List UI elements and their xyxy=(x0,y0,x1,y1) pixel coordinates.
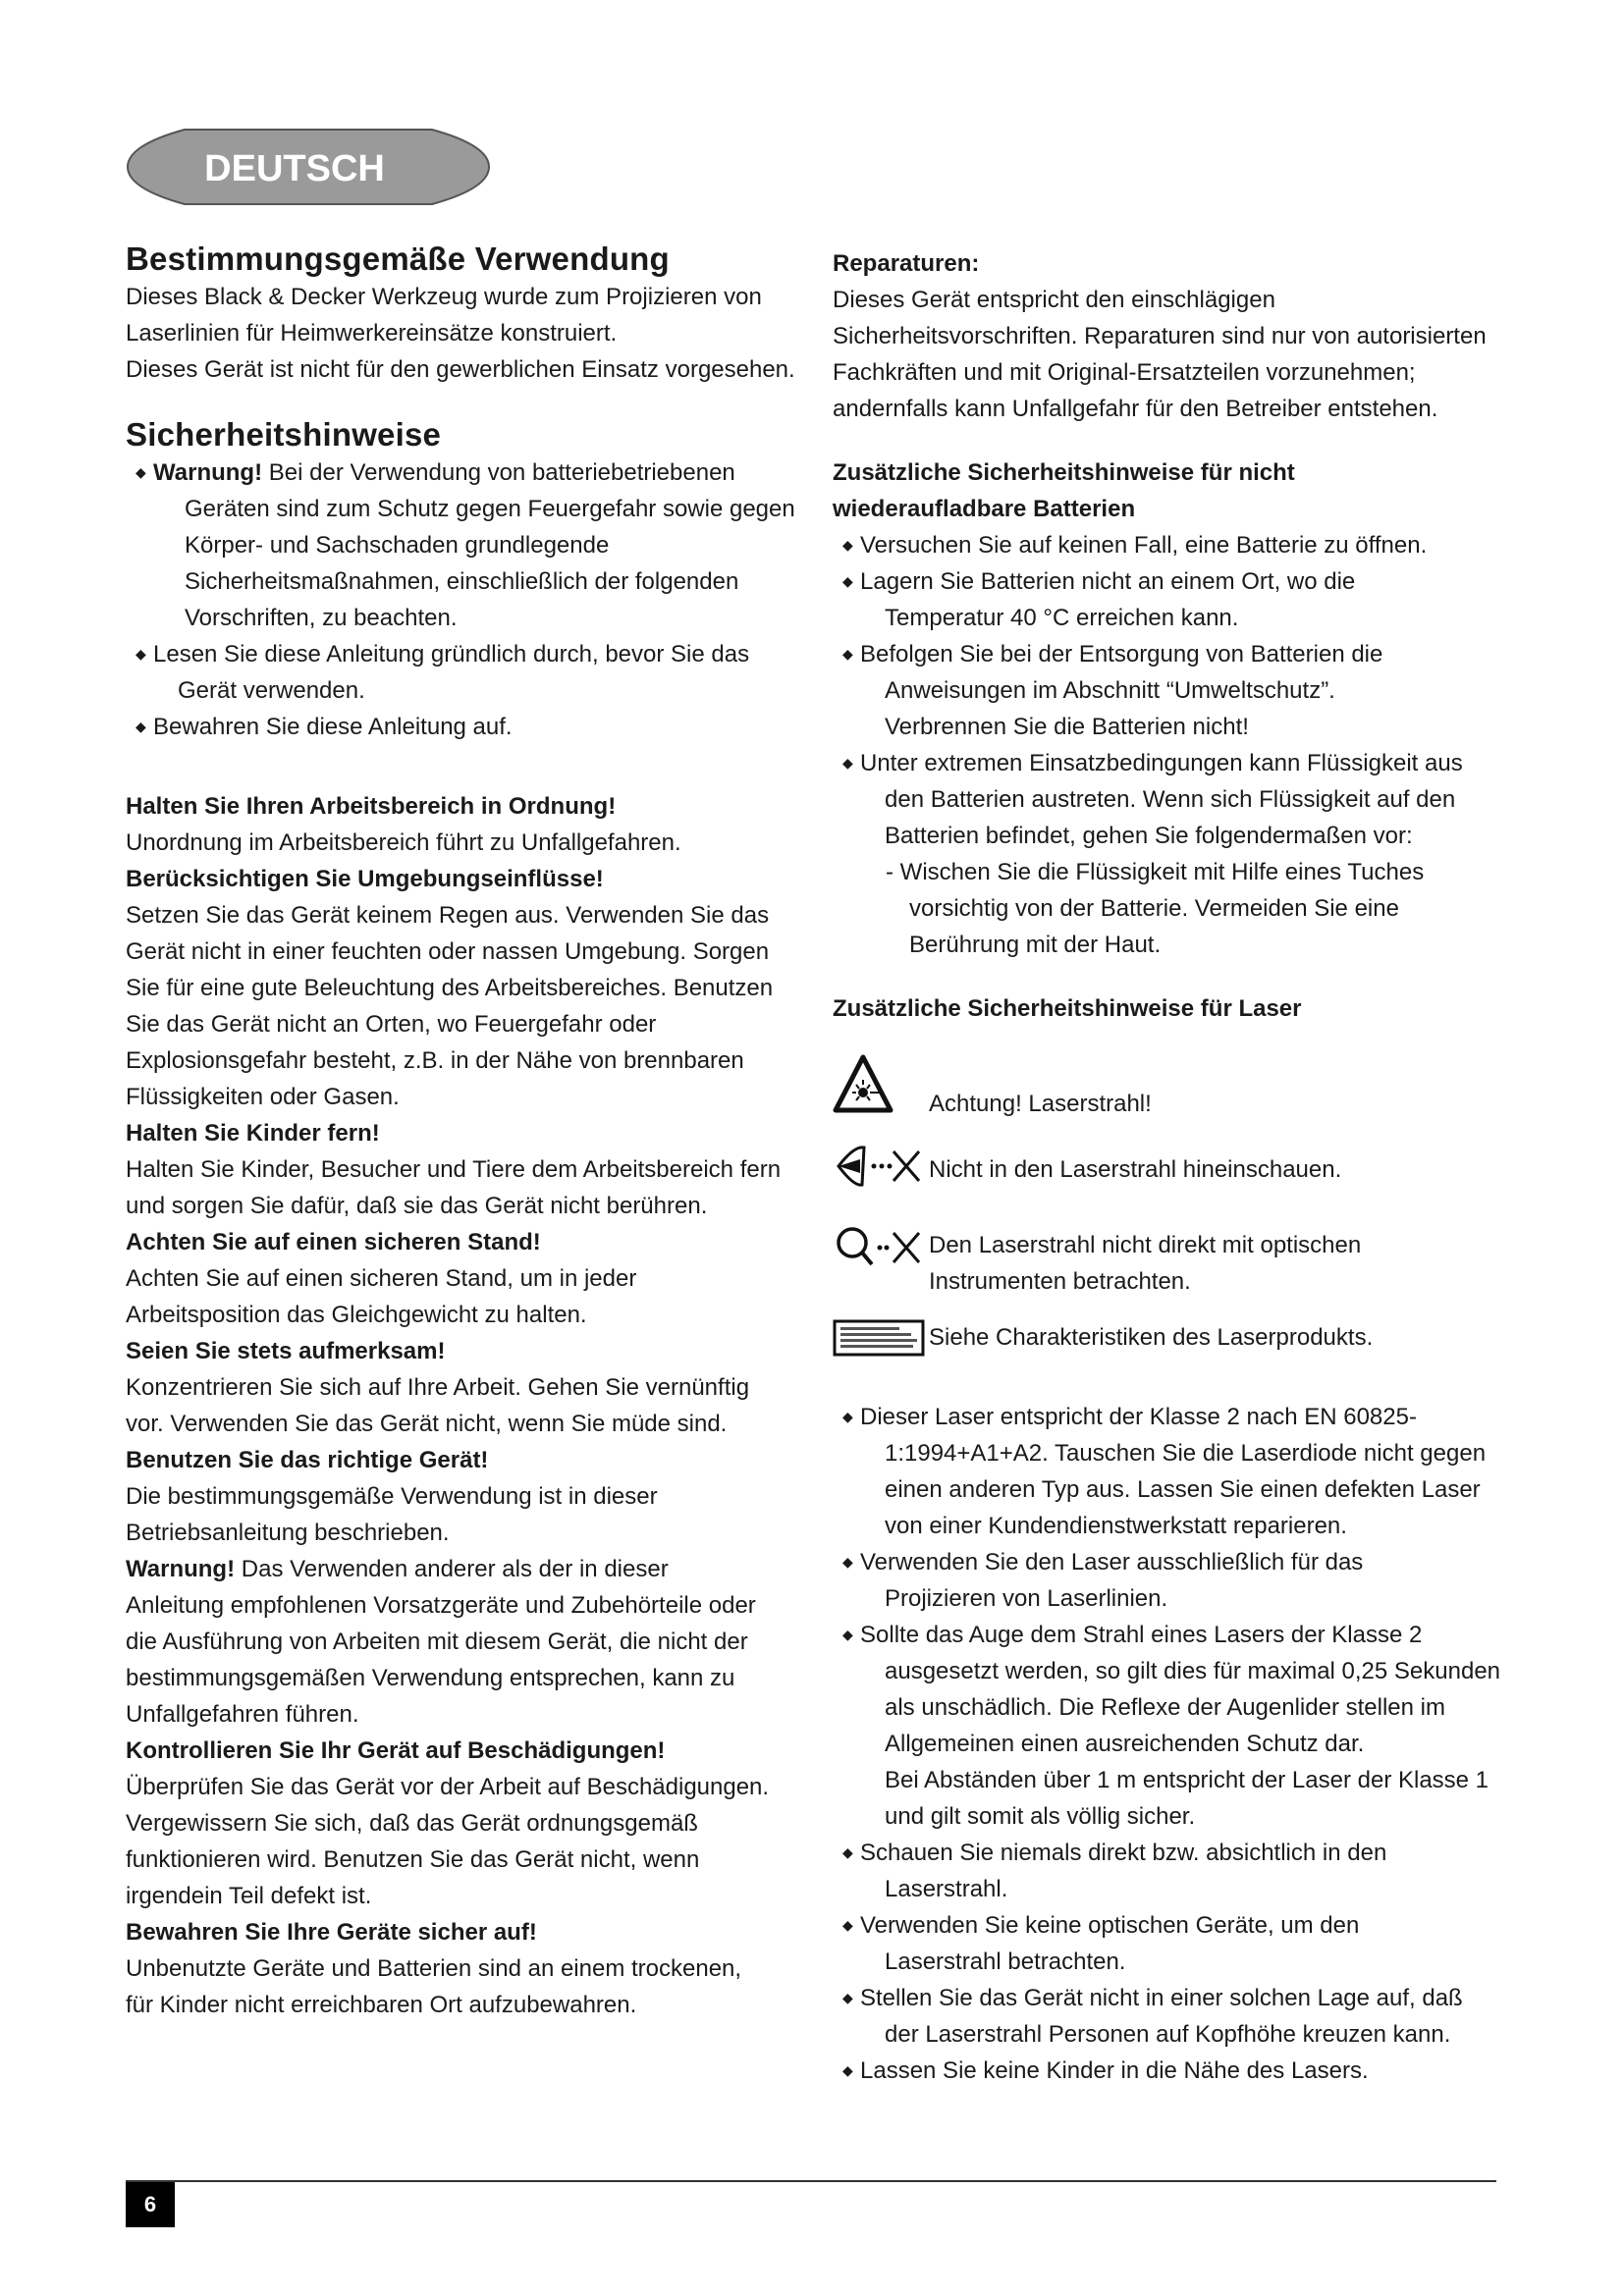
rule-text: und sorgen Sie dafür, daß sie das Gerät nicht berühren. xyxy=(126,1193,708,1219)
rule-heading: Halten Sie Ihren Arbeitsbereich in Ordnung! xyxy=(126,793,617,820)
rule-heading: Halten Sie Kinder fern! xyxy=(126,1120,380,1147)
laser-icon-row xyxy=(833,1140,1510,1203)
bullet-text: 1:1994+A1+A2. Tauschen Sie die Laserdiode nicht gegen xyxy=(885,1440,1487,1467)
icon-caption: Nicht in den Laserstrahl hineinschauen. xyxy=(929,1156,1342,1183)
rule-heading: Benutzen Sie das richtige Gerät! xyxy=(126,1447,489,1473)
laser-bullet xyxy=(839,1907,1510,1980)
icon-caption: Den Laserstrahl nicht direkt mit optischen xyxy=(929,1232,1362,1258)
rule-text: bestimmungsgemäßen Verwendung entsprechen, kann zu xyxy=(126,1665,735,1691)
bullet-text: den Batterien austreten. Wenn sich Flüssigkeit auf den xyxy=(885,786,1456,813)
repairs-text: Fachkräften und mit Original-Ersatzteilen vorzunehmen; xyxy=(833,359,1416,386)
bullet-text: Lassen Sie keine Kinder in die Nähe des Lasers. xyxy=(860,2057,1369,2084)
bullet-text: Versuchen Sie auf keinen Fall, eine Batterie zu öffnen. xyxy=(860,532,1428,559)
repairs-text: Sicherheitsvorschriften. Reparaturen sind nur von autorisierten xyxy=(833,323,1487,349)
battery-bullet xyxy=(839,527,1510,563)
bullet-text: Lesen Sie diese Anleitung gründlich durch, bevor Sie das xyxy=(153,641,750,667)
bullet-text: Stellen Sie das Gerät nicht in einer solchen Lage auf, daß xyxy=(860,1985,1463,2011)
bullet-text: Vorschriften, zu beachten. xyxy=(185,605,458,631)
rule-heading: Achten Sie auf einen sicheren Stand! xyxy=(126,1229,541,1255)
language-badge-label: DEUTSCH xyxy=(204,148,385,189)
bullet-diamond-icon: ◆ xyxy=(135,464,146,480)
icon-caption: Instrumenten betrachten. xyxy=(929,1268,1191,1295)
rule-text: Anleitung empfohlenen Vorsatzgeräte und Zubehörteile oder xyxy=(126,1592,756,1619)
bullet-diamond-icon: ◆ xyxy=(842,1627,853,1642)
rule-text: die Ausführung von Arbeiten mit diesem Gerät, die nicht der xyxy=(126,1629,748,1655)
rule-text: Achten Sie auf einen sicheren Stand, um in jeder xyxy=(126,1265,637,1292)
rule-text: für Kinder nicht erreichbaren Ort aufzubewahren. xyxy=(126,1992,637,2018)
rule-text: Gerät nicht in einer feuchten oder nassen Umgebung. Sorgen xyxy=(126,938,770,965)
bullet-text: und gilt somit als völlig sicher. xyxy=(885,1803,1196,1830)
rule-text: Halten Sie Kinder, Besucher und Tiere dem Arbeitsbereich fern xyxy=(126,1156,782,1183)
bullet-text: Bewahren Sie diese Anleitung auf. xyxy=(153,714,513,740)
bullet-text: Dieser Laser entspricht der Klasse 2 nach EN 60825- xyxy=(860,1404,1417,1430)
bullet-text: Geräten sind zum Schutz gegen Feuergefahr sowie gegen xyxy=(185,496,795,522)
bullet-text: Sicherheitsmaßnahmen, einschließlich der folgenden xyxy=(185,568,739,595)
intended-use-line: Laserlinien für Heimwerkereinsätze konstruiert. xyxy=(126,320,618,347)
bullet-text: Batterien befindet, gehen Sie folgendermaßen vor: xyxy=(885,823,1413,849)
bullet-text: ausgesetzt werden, so gilt dies für maximal 0,25 Sekunden xyxy=(885,1658,1501,1684)
bullet-text: Gerät verwenden. xyxy=(178,677,365,704)
bullet-diamond-icon: ◆ xyxy=(842,1844,853,1860)
battery-bullet xyxy=(839,563,1510,636)
rule-text: Setzen Sie das Gerät keinem Regen aus. Verwenden Sie das xyxy=(126,902,770,929)
bullet-diamond-icon: ◆ xyxy=(842,1917,853,1933)
bullet-text: von einer Kundendienstwerkstatt reparieren. xyxy=(885,1513,1347,1539)
rule-text: Unbenutzte Geräte und Batterien sind an einem trockenen, xyxy=(126,1955,742,1982)
safety-bullet xyxy=(132,636,803,709)
safety-bullet xyxy=(132,454,803,636)
rule-text: Die bestimmungsgemäße Verwendung ist in dieser xyxy=(126,1483,658,1510)
rule-text: Explosionsgefahr besteht, z.B. in der Nähe von brennbaren xyxy=(126,1047,744,1074)
rule-text: funktionieren wird. Benutzen Sie das Gerät nicht, wenn xyxy=(126,1846,700,1873)
laser-bullet xyxy=(839,1544,1510,1617)
bullet-text: Befolgen Sie bei der Entsorgung von Batterien die xyxy=(860,641,1383,667)
bullet-diamond-icon: ◆ xyxy=(842,755,853,771)
rule-text: Flüssigkeiten oder Gasen. xyxy=(126,1084,400,1110)
footer-rule xyxy=(126,2180,1496,2182)
bullet-text: der Laserstrahl Personen auf Kopfhöhe kreuzen kann. xyxy=(885,2021,1451,2048)
safety-bullet xyxy=(132,709,803,745)
bullet-text: Anweisungen im Abschnitt “Umweltschutz”. xyxy=(885,677,1335,704)
rule-text: vor. Verwenden Sie das Gerät nicht, wenn Sie müde sind. xyxy=(126,1411,728,1437)
laser-bullet xyxy=(839,1835,1510,1907)
bullet-text: Bei Abständen über 1 m entspricht der Laser der Klasse 1 xyxy=(885,1767,1489,1793)
bullet-diamond-icon: ◆ xyxy=(842,1409,853,1424)
bullet-text: Allgemeinen einen ausreichenden Schutz dar. xyxy=(885,1731,1365,1757)
safety-title: Sicherheitshinweise xyxy=(126,416,442,453)
no-optical-instrument-icon xyxy=(833,1221,929,1274)
bullet-text: Verbrennen Sie die Batterien nicht! xyxy=(885,714,1249,740)
bullet-text: Laserstrahl. xyxy=(885,1876,1008,1902)
rule-text: Das Verwenden anderer als der in dieser xyxy=(235,1556,669,1582)
battery-bullet xyxy=(839,636,1510,745)
bullet-text: Körper- und Sachschaden grundlegende xyxy=(185,532,610,559)
rule-text: Unordnung im Arbeitsbereich führt zu Unfallgefahren. xyxy=(126,829,681,856)
bullet-text: Schauen Sie niemals direkt bzw. absichtlich in den xyxy=(860,1840,1387,1866)
bullet-diamond-icon: ◆ xyxy=(135,719,146,734)
rule-text: Betriebsanleitung beschrieben. xyxy=(126,1520,450,1546)
repairs-heading: Reparaturen: xyxy=(833,250,980,277)
left-column xyxy=(126,240,803,2023)
laser-bullet xyxy=(839,1399,1510,1544)
bullet-text: Laserstrahl betrachten. xyxy=(885,1949,1126,1975)
rule-text: Sie für eine gute Beleuchtung des Arbeitsbereiches. Benutzen xyxy=(126,975,774,1001)
rule-text xyxy=(126,1551,803,1587)
no-eye-look-icon xyxy=(833,1140,929,1193)
rule-text: Vergewissern Sie sich, daß das Gerät ordnungsgemäß xyxy=(126,1810,698,1837)
bullet-diamond-icon: ◆ xyxy=(842,646,853,662)
rule-heading: Bewahren Sie Ihre Geräte sicher auf! xyxy=(126,1919,537,1946)
batteries-heading: wiederaufladbare Batterien xyxy=(833,496,1136,522)
laser-icon-row xyxy=(833,1221,1510,1300)
repairs-text: Dieses Gerät entspricht den einschlägigen xyxy=(833,287,1275,313)
bullet-text: Projizieren von Laserlinien. xyxy=(885,1585,1168,1612)
laser-icon-row xyxy=(833,1317,1510,1371)
laser-heading: Zusätzliche Sicherheitshinweise für Laser xyxy=(833,995,1302,1022)
intended-use-title: Bestimmungsgemäße Verwendung xyxy=(126,240,670,277)
warning-label: Warnung! xyxy=(153,459,263,486)
laser-warning-icon xyxy=(833,1054,893,1115)
laser-product-label-icon xyxy=(833,1317,927,1361)
bullet-text: einen anderen Typ aus. Lassen Sie einen defekten Laser xyxy=(885,1476,1481,1503)
rule-heading: Seien Sie stets aufmerksam! xyxy=(126,1338,446,1364)
laser-icon-row xyxy=(833,1054,1510,1126)
bullet-text: Berührung mit der Haut. xyxy=(909,932,1162,958)
battery-bullet xyxy=(839,745,1510,854)
bullet-diamond-icon: ◆ xyxy=(842,1554,853,1570)
rule-heading: Berücksichtigen Sie Umgebungseinflüsse! xyxy=(126,866,604,892)
right-column xyxy=(833,240,1510,2089)
icon-caption: Achtung! Laserstrahl! xyxy=(929,1091,1152,1117)
bullet-diamond-icon: ◆ xyxy=(842,1990,853,2005)
laser-bullet xyxy=(839,1617,1510,1835)
bullet-diamond-icon: ◆ xyxy=(842,573,853,589)
bullet-text: Lagern Sie Batterien nicht an einem Ort, wo die xyxy=(860,568,1356,595)
batteries-heading: Zusätzliche Sicherheitshinweise für nicht xyxy=(833,459,1295,486)
intended-use-line: Dieses Black & Decker Werkzeug wurde zum Projizieren von xyxy=(126,284,762,310)
warning-label: Warnung! xyxy=(126,1556,236,1582)
laser-bullet xyxy=(839,2053,1510,2089)
rule-text: Sie das Gerät nicht an Orten, wo Feuergefahr oder xyxy=(126,1011,657,1038)
laser-bullet xyxy=(839,1980,1510,2053)
rule-text: Konzentrieren Sie sich auf Ihre Arbeit. Gehen Sie vernünftig xyxy=(126,1374,750,1401)
intended-use-line: Dieses Gerät ist nicht für den gewerblichen Einsatz vorgesehen. xyxy=(126,356,795,383)
bullet-text: - Wischen Sie die Flüssigkeit mit Hilfe eines Tuches xyxy=(886,859,1425,885)
bullet-diamond-icon: ◆ xyxy=(842,537,853,553)
bullet-text: vorsichtig von der Batterie. Vermeiden Sie eine xyxy=(909,895,1399,922)
bullet-text: Sollte das Auge dem Strahl eines Lasers der Klasse 2 xyxy=(860,1622,1423,1648)
battery-sub-bullet xyxy=(833,854,1510,963)
rule-text: irgendein Teil defekt ist. xyxy=(126,1883,372,1909)
bullet-text: Verwenden Sie keine optischen Geräte, um den xyxy=(860,1912,1360,1939)
rule-text: Überprüfen Sie das Gerät vor der Arbeit auf Beschädigungen. xyxy=(126,1774,770,1800)
language-badge xyxy=(126,126,491,208)
rule-text: Unfallgefahren führen. xyxy=(126,1701,359,1728)
bullet-text: Bei der Verwendung von batteriebetriebenen xyxy=(262,459,735,486)
bullet-diamond-icon: ◆ xyxy=(842,2062,853,2078)
bullet-text: Verwenden Sie den Laser ausschließlich für das xyxy=(860,1549,1364,1575)
repairs-text: andernfalls kann Unfallgefahr für den Betreiber entstehen. xyxy=(833,396,1438,422)
rule-text: Arbeitsposition das Gleichgewicht zu halten. xyxy=(126,1302,587,1328)
bullet-text: Unter extremen Einsatzbedingungen kann Flüssigkeit aus xyxy=(860,750,1463,776)
icon-caption: Siehe Charakteristiken des Laserprodukts. xyxy=(929,1324,1374,1351)
page-number: 6 xyxy=(126,2182,175,2227)
bullet-diamond-icon: ◆ xyxy=(135,646,146,662)
bullet-text: als unschädlich. Die Reflexe der Augenlider stellen im xyxy=(885,1694,1445,1721)
rule-heading: Kontrollieren Sie Ihr Gerät auf Beschädigungen! xyxy=(126,1737,666,1764)
bullet-text: Temperatur 40 °C erreichen kann. xyxy=(885,605,1239,631)
